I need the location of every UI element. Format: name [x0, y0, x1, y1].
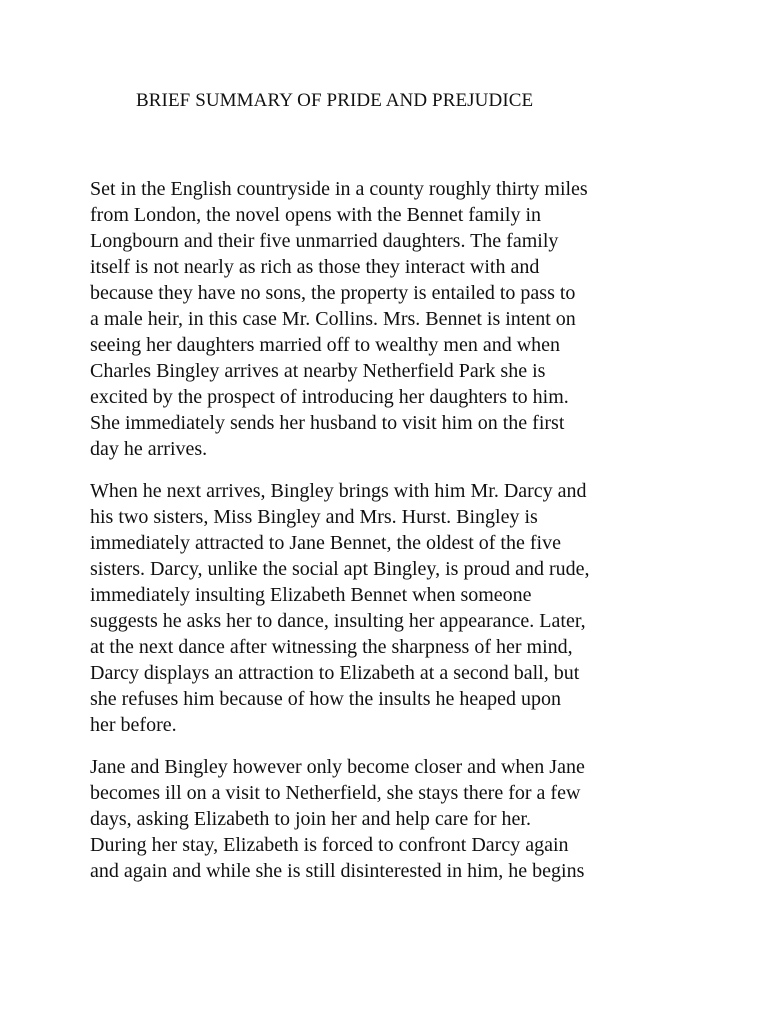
paragraph-2 [90, 478, 680, 738]
text-line: from London, the novel opens with the Bennet family in [90, 204, 542, 226]
text-line: day he arrives. [90, 438, 208, 460]
text-line: his two sisters, Miss Bingley and Mrs. Hurst. Bingley is [90, 506, 538, 528]
text-line: Set in the English countryside in a county roughly thirty miles [90, 178, 588, 200]
text-line: When he next arrives, Bingley brings with him Mr. Darcy and [90, 480, 587, 502]
text-line: immediately attracted to Jane Bennet, the oldest of the five [90, 532, 561, 554]
text-line: a male heir, in this case Mr. Collins. Mrs. Bennet is intent on [90, 308, 576, 330]
text-line: Jane and Bingley however only become closer and when Jane [90, 756, 585, 778]
text-line: she refuses him because of how the insults he heaped upon [90, 688, 561, 710]
text-line: She immediately sends her husband to visit him on the first [90, 412, 565, 434]
document-title: BRIEF SUMMARY OF PRIDE AND PREJUDICE [136, 90, 534, 111]
text-line: at the next dance after witnessing the sharpness of her mind, [90, 636, 573, 658]
text-line: itself is not nearly as rich as those they interact with and [90, 256, 540, 278]
text-line: days, asking Elizabeth to join her and help care for her. [90, 808, 531, 830]
text-line: her before. [90, 714, 177, 736]
text-line: seeing her daughters married off to wealthy men and when [90, 334, 561, 356]
paragraph-1 [90, 176, 680, 462]
text-line: and again and while she is still disinterested in him, he begins [90, 860, 585, 882]
paragraph-3 [90, 754, 680, 884]
text-line: suggests he asks her to dance, insulting her appearance. Later, [90, 610, 586, 632]
text-line: excited by the prospect of introducing her daughters to him. [90, 386, 569, 408]
document-body [90, 176, 680, 900]
text-line: immediately insulting Elizabeth Bennet when someone [90, 584, 532, 606]
text-line: Longbourn and their five unmarried daughters. The family [90, 230, 559, 252]
text-line: because they have no sons, the property is entailed to pass to [90, 282, 576, 304]
text-line: During her stay, Elizabeth is forced to confront Darcy again [90, 834, 569, 856]
text-line: Charles Bingley arrives at nearby Netherfield Park she is [90, 360, 546, 382]
text-line: becomes ill on a visit to Netherfield, she stays there for a few [90, 782, 581, 804]
text-line: Darcy displays an attraction to Elizabeth at a second ball, but [90, 662, 580, 684]
text-line: sisters. Darcy, unlike the social apt Bingley, is proud and rude, [90, 558, 590, 580]
